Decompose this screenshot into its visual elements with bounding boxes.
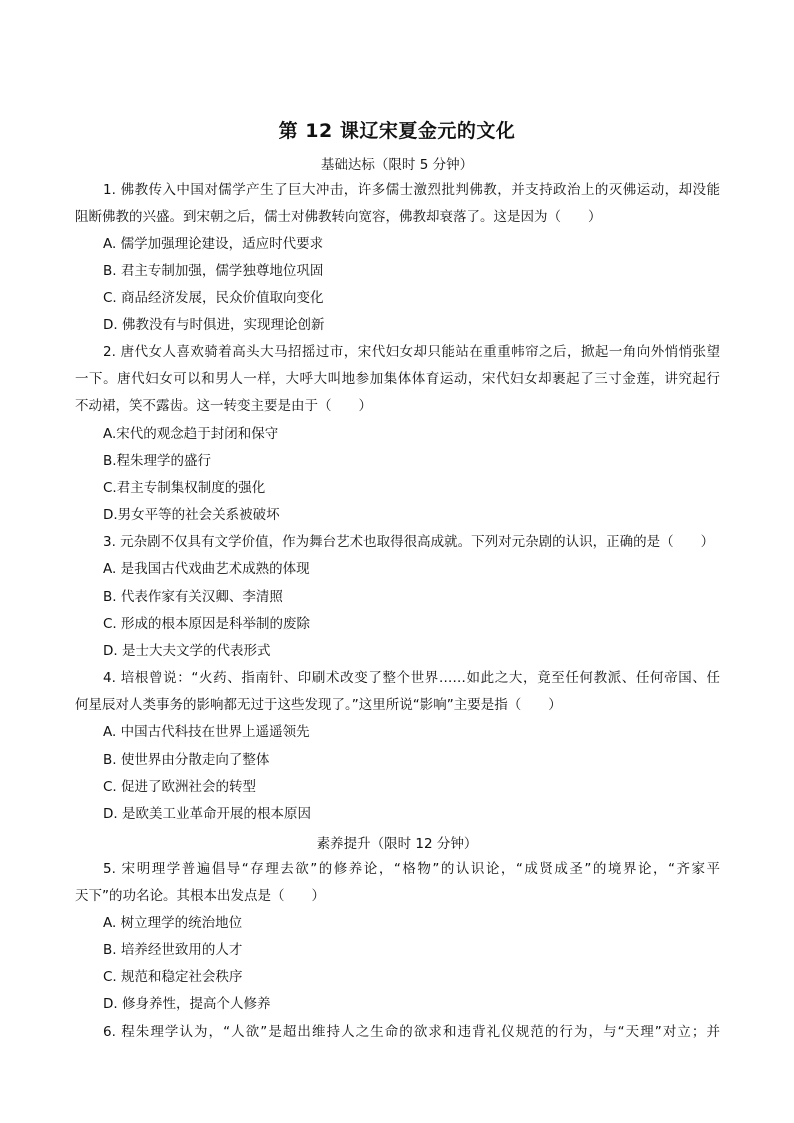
question-2-option-b: B.程朱理学的盛行 (103, 453, 212, 469)
question-1-option-b: B. 君主专制加强，儒学独尊地位巩固 (103, 263, 324, 279)
question-3-option-d: D. 是士大夫文学的代表形式 (103, 643, 271, 659)
question-5-line-1: 5. 宋明理学普遍倡导“存理去欲”的修养论，“格物”的认识论，“成贤成圣”的境界论，“齐家平 (103, 861, 720, 877)
question-5-option-c: C. 规范和稳定社会秩序 (103, 969, 243, 985)
question-4-line-1: 4. 培根曾说：“火药、指南针、印刷术改变了整个世界……如此之大，竟至任何教派、任何帝国、任 (103, 670, 720, 686)
question-4-line-2: 何星辰对人类事务的影响都无过于这些发现了。”这里所说“影响”主要是指（ ） (75, 697, 562, 713)
question-5-option-a: A. 树立理学的统治地位 (103, 915, 243, 931)
question-1-option-c: C. 商品经济发展，民众价值取向变化 (103, 290, 324, 306)
question-5-line-2: 天下”的功名论。其根本出发点是（ ） (75, 888, 325, 904)
page-title: 第 12 课辽宋夏金元的文化 (278, 120, 516, 142)
section-heading-advanced: 素养提升（限时 12 分钟） (316, 836, 478, 852)
question-2-line-1: 2. 唐代女人喜欢骑着高头大马招摇过市，宋代妇女却只能站在重重帏帘之后，掀起一角向外悄悄张望 (103, 344, 720, 360)
question-5-option-b: B. 培养经世致用的人才 (103, 942, 243, 958)
question-2-option-c: C.君主专制集权制度的强化 (103, 480, 266, 496)
question-5-option-d: D. 修身养性，提高个人修养 (103, 996, 271, 1012)
question-1-option-a: A. 儒学加强理论建设，适应时代要求 (103, 236, 324, 252)
question-3-option-b: B. 代表作家有关汉卿、李清照 (103, 589, 283, 605)
section-heading-basic: 基础达标（限时 5 分钟） (320, 157, 474, 173)
question-4-option-b: B. 使世界由分散走向了整体 (103, 752, 270, 768)
question-2-option-a: A.宋代的观念趋于封闭和保守 (103, 426, 279, 442)
question-6-line-1: 6. 程朱理学认为，“人欲”是超出维持人之生命的欲求和违背礼仪规范的行为，与“天理”对立；并 (103, 1024, 720, 1040)
question-4-option-c: C. 促进了欧洲社会的转型 (103, 779, 257, 795)
question-3-option-c: C. 形成的根本原因是科举制的废除 (103, 616, 311, 632)
question-1-line-1: 1. 佛教传入中国对儒学产生了巨大冲击，许多儒士激烈批判佛教，并支持政治上的灭佛运动，却没能 (103, 182, 720, 198)
question-2-line-3: 不动裙，笑不露齿。这一转变主要是由于（ ） (75, 398, 372, 414)
question-4-option-d: D. 是欧美工业革命开展的根本原因 (103, 806, 311, 822)
question-4-option-a: A. 中国古代科技在世界上遥遥领先 (103, 724, 310, 740)
question-3-line-1: 3. 元杂剧不仅具有文学价值，作为舞台艺术也取得很高成就。下列对元杂剧的认识，正确的是（ ） (103, 534, 715, 550)
question-3-option-a: A. 是我国古代戏曲艺术成熟的体现 (103, 561, 310, 577)
question-2-line-2: 一下。唐代妇女可以和男人一样，大呼大叫地参加集体体育运动，宋代妇女却裹起了三寸金莲，讲究起行 (75, 371, 720, 387)
question-2-option-d: D.男女平等的社会关系被破坏 (103, 507, 280, 523)
question-1-option-d: D. 佛教没有与时俱进，实现理论创新 (103, 317, 325, 333)
question-1-line-2: 阻断佛教的兴盛。到宋朝之后，儒士对佛教转向宽容，佛教却衰落了。这是因为（ ） (75, 209, 602, 225)
